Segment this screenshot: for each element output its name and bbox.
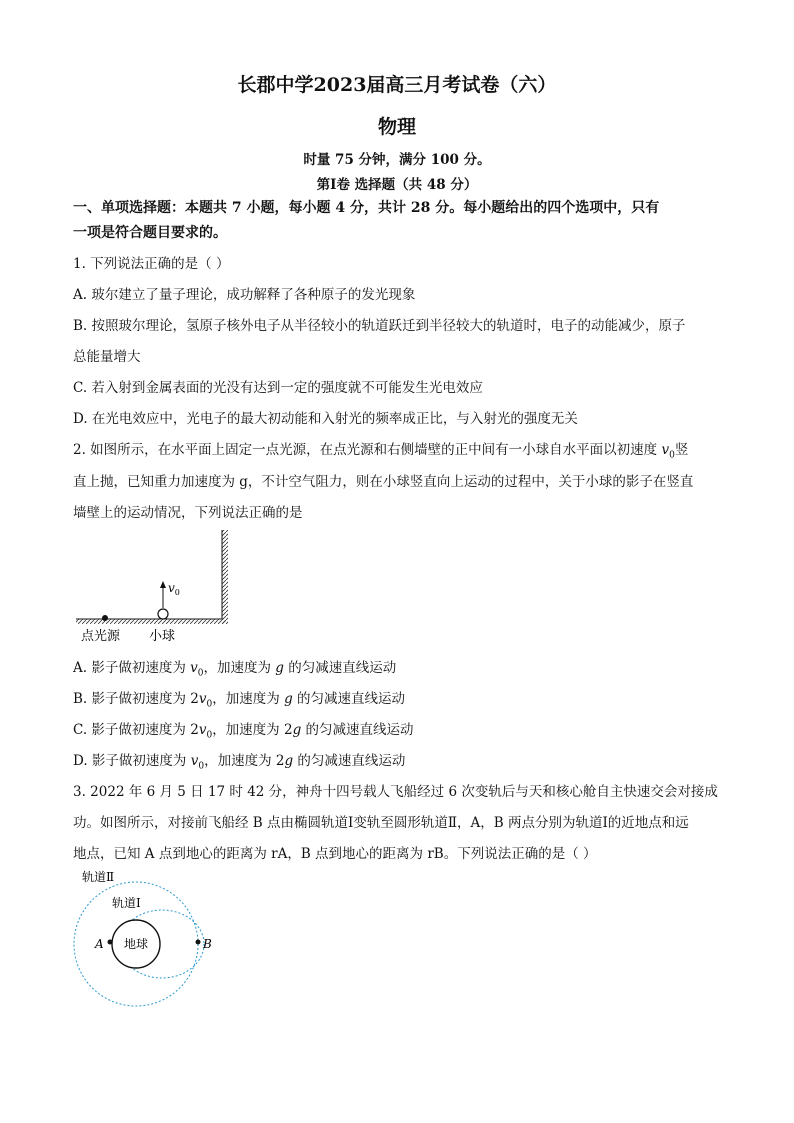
point-light-source <box>102 615 108 621</box>
point-b <box>196 940 201 945</box>
earth-label: 地球 <box>123 937 149 951</box>
q3-figure <box>70 866 230 1011</box>
point-source-label: 点光源 <box>81 629 121 644</box>
part-heading: 第Ⅰ卷 选择题（共 48 分） <box>316 177 478 193</box>
wall-hatch <box>222 530 228 624</box>
orbit-1-label: 轨道Ⅰ <box>112 896 141 910</box>
subject-title: 物理 <box>377 116 416 138</box>
section-heading-line2: 一项是符合题目要求的。 <box>73 225 227 241</box>
q2-stem-line3: 墙壁上的运动情况，下列说法正确的是 <box>73 505 303 521</box>
q2-option-c: C. 影子做初速度为 $2v_0$，加速度为 2g 的匀减速直线运动 <box>73 722 414 741</box>
ball <box>158 609 168 619</box>
time-info: 时量 75 分钟，满分 100 分。 <box>303 152 491 168</box>
v0-label: $v_0$ <box>168 581 180 597</box>
q1-option-c: C. 若入射到金属表面的光没有达到一定的强度就不可能发生光电效应 <box>73 380 483 396</box>
q3-stem-line2: 功。如图所示，对接前飞船经 B 点由椭圆轨道Ⅰ变轨至圆形轨道Ⅱ，A，B 两点分别为轨道Ⅰ的近地点和远 <box>73 815 689 831</box>
q1-option-a: A. 玻尔建立了量子理论，成功解释了各种原子的发光现象 <box>73 287 416 303</box>
section-heading-line1: 一、单项选择题：本题共 7 小题，每小题 4 分，共计 28 分。每小题给出的四个选项中，只有 <box>73 200 660 216</box>
q1-stem: 1. 下列说法正确的是（ ） <box>73 256 230 272</box>
q1-option-b-line2: 总能量增大 <box>73 349 141 365</box>
orbit-2-label: 轨道Ⅱ <box>82 870 115 884</box>
velocity-arrowhead <box>160 581 166 588</box>
q3-stem-line3: 地点，已知 A 点到地心的距离为 rA，B 点到地心的距离为 rB。下列说法正确的是（ ） <box>73 846 597 862</box>
ball-label: 小球 <box>149 629 176 644</box>
q1-option-d: D. 在光电效应中，光电子的最大初动能和入射光的频率成正比，与入射光的强度无关 <box>73 411 578 427</box>
q2-option-b: B. 影子做初速度为 $2v_0$，加速度为 g 的匀减速直线运动 <box>73 691 406 710</box>
point-a <box>108 940 113 945</box>
q2-stem-line2: 直上抛，已知重力加速度为 g，不计空气阻力，则在小球竖直向上运动的过程中，关于小球的影子在竖直 <box>73 474 694 490</box>
q2-option-d: D. 影子做初速度为 $v_0$，加速度为 2g 的匀减速直线运动 <box>73 753 406 772</box>
point-b-label: B <box>203 937 212 951</box>
q3-stem-line1: 3. 2022 年 6 月 5 日 17 时 42 分，神舟十四号载人飞船经过 6 次变轨后与天和核心舱自主快速交会对接成 <box>73 784 718 800</box>
point-a-label: A <box>95 937 104 951</box>
q2-stem-line1: 2. 如图所示，在水平面上固定一点光源，在点光源和右侧墙壁的正中间有一小球自水平面以初速度 $v_0$竖 <box>73 442 689 461</box>
q1-option-b-line1: B. 按照玻尔理论，氢原子核外电子从半径较小的轨道跃迁到半径较大的轨道时，电子的动能减少，原子 <box>73 318 686 334</box>
exam-title: 长郡中学2023届高三月考试卷（六） <box>237 74 557 96</box>
q2-option-a: A. 影子做初速度为 $v_0$，加速度为 g 的匀减速直线运动 <box>73 660 397 679</box>
ground-hatch <box>76 619 226 624</box>
q2-figure <box>70 528 240 646</box>
